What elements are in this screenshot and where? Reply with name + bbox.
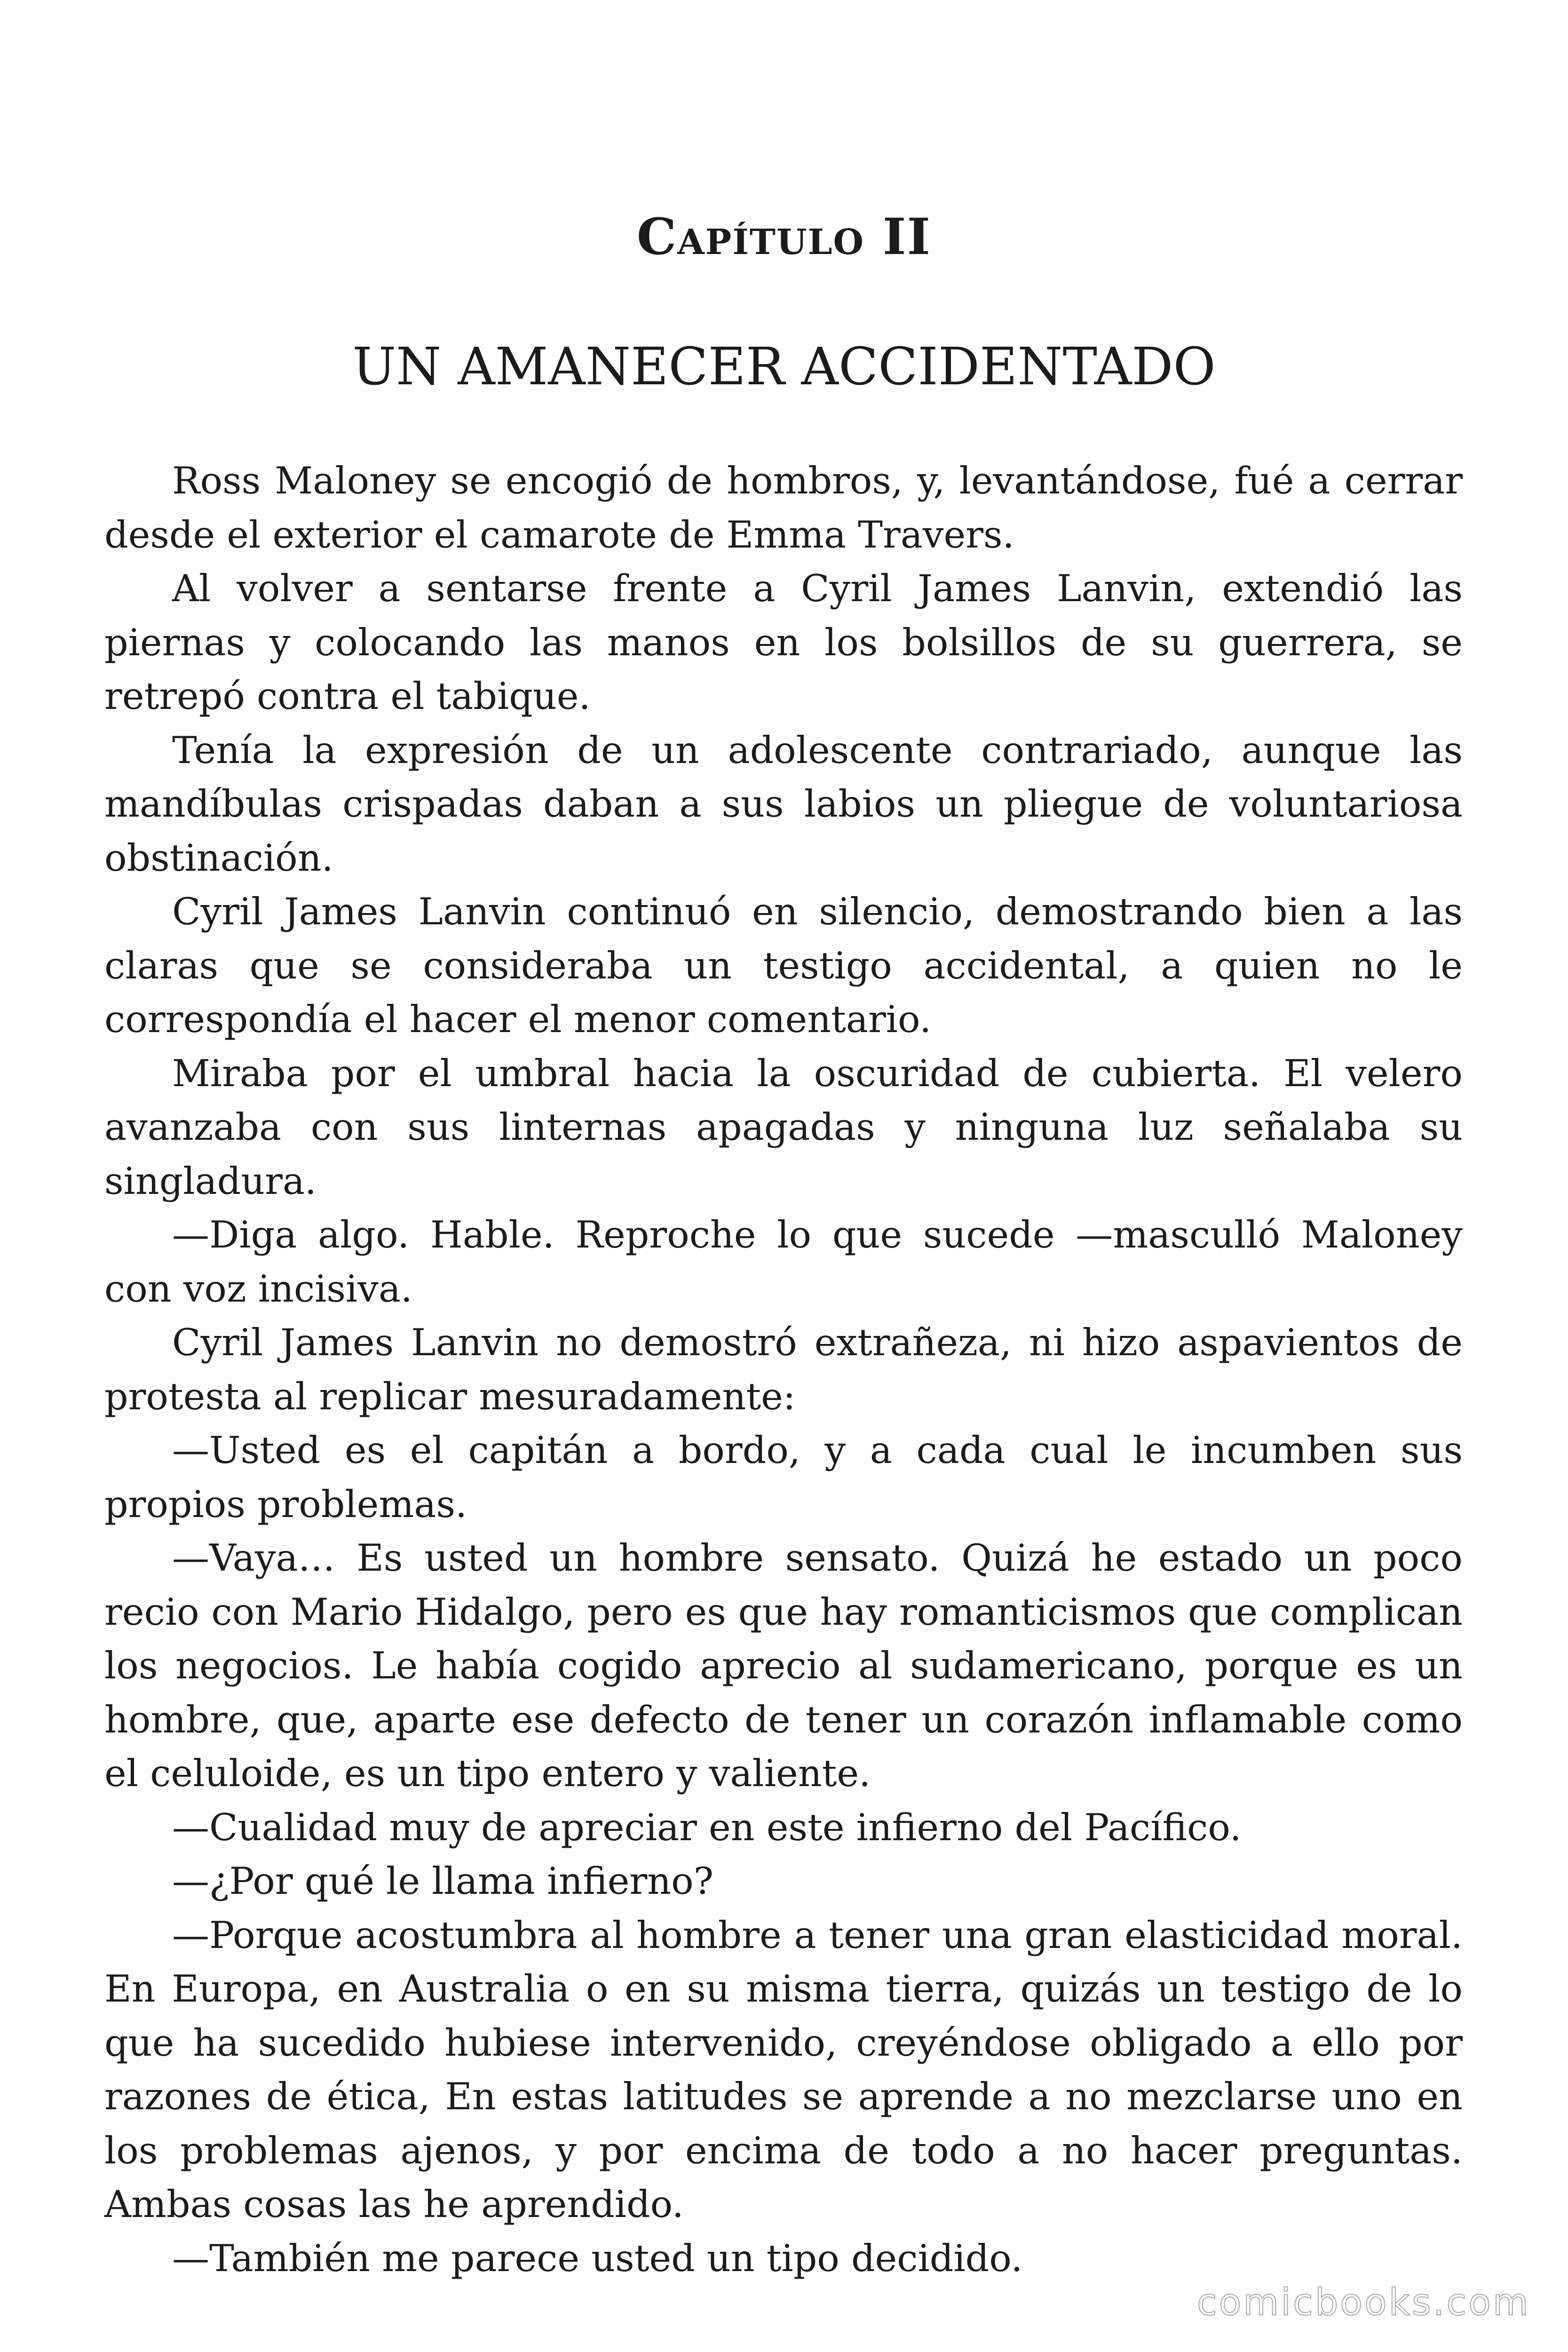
paragraph: —Vaya… Es usted un hombre sensato. Quizá he estado un poco recio con Mario Hidalgo, pero es que hay romanticismos que complican los negocios. Le había cogido aprecio al sudamericano, porque es un hombre, que, aparte ese defecto de tener un corazón inflamable como el celuloide, es un tipo entero y valiente. [104, 1536, 1463, 1795]
paragraph: Al volver a sentarse frente a Cyril James Lanvin, extendió las piernas y colocando las manos en los bolsillos de su guerrera, se retrepó contra el tabique. [104, 567, 1463, 718]
paragraph: Cyril James Lanvin continuó en silencio, demostrando bien a las claras que se consideraba un testigo accidental, a quien no le correspondía el hacer el menor comentario. [104, 890, 1463, 1041]
watermark: comicbooks.com [1196, 2281, 1530, 2324]
chapter-title: UN AMANECER ACCIDENTADO [352, 336, 1216, 397]
paragraph: Tenía la expresión de un adolescente contrariado, aunque las mandíbulas crispadas daban a sus labios un pliegue de voluntariosa obstinación. [104, 728, 1463, 880]
paragraph: Cyril James Lanvin no demostró extrañeza, ni hizo aspavientos de protesta al replicar mesuradamente: [104, 1321, 1463, 1418]
body-text [104, 454, 1463, 2285]
paragraph: —Usted es el capitán a bordo, y a cada cual le incumben sus propios problemas. [104, 1429, 1463, 1526]
paragraph: —¿Por qué le llama infierno? [172, 1859, 714, 1903]
paragraph: Miraba por el umbral hacia la oscuridad de cubierta. El velero avanzaba con sus linternas apagadas y ninguna luz señalaba su singladura. [104, 1051, 1463, 1203]
paragraph: —Cualidad muy de apreciar en este infierno del Pacífico. [172, 1805, 1242, 1849]
chapter-label: Capítulo II [636, 207, 932, 266]
paragraph: Ross Maloney se encogió de hombros, y, levantándose, fué a cerrar desde el exterior el camarote de Emma Travers. [104, 459, 1463, 556]
paragraph: —También me parece usted un tipo decidido. [172, 2236, 1023, 2280]
paragraph: —Porque acostumbra al hombre a tener una gran elasticidad moral. En Europa, en Australia o en su misma tierra, quizás un testigo de lo que ha sucedido hubiese intervenido, creyéndose obligado a ello por razones de ética, En estas latitudes se aprende a no mezclarse uno en los problemas ajenos, y por encima de todo a no hacer preguntas. Ambas cosas las he aprendido. [104, 1913, 1463, 2226]
paragraph: —Diga algo. Hable. Reproche lo que sucede —masculló Maloney con voz incisiva. [104, 1213, 1463, 1311]
